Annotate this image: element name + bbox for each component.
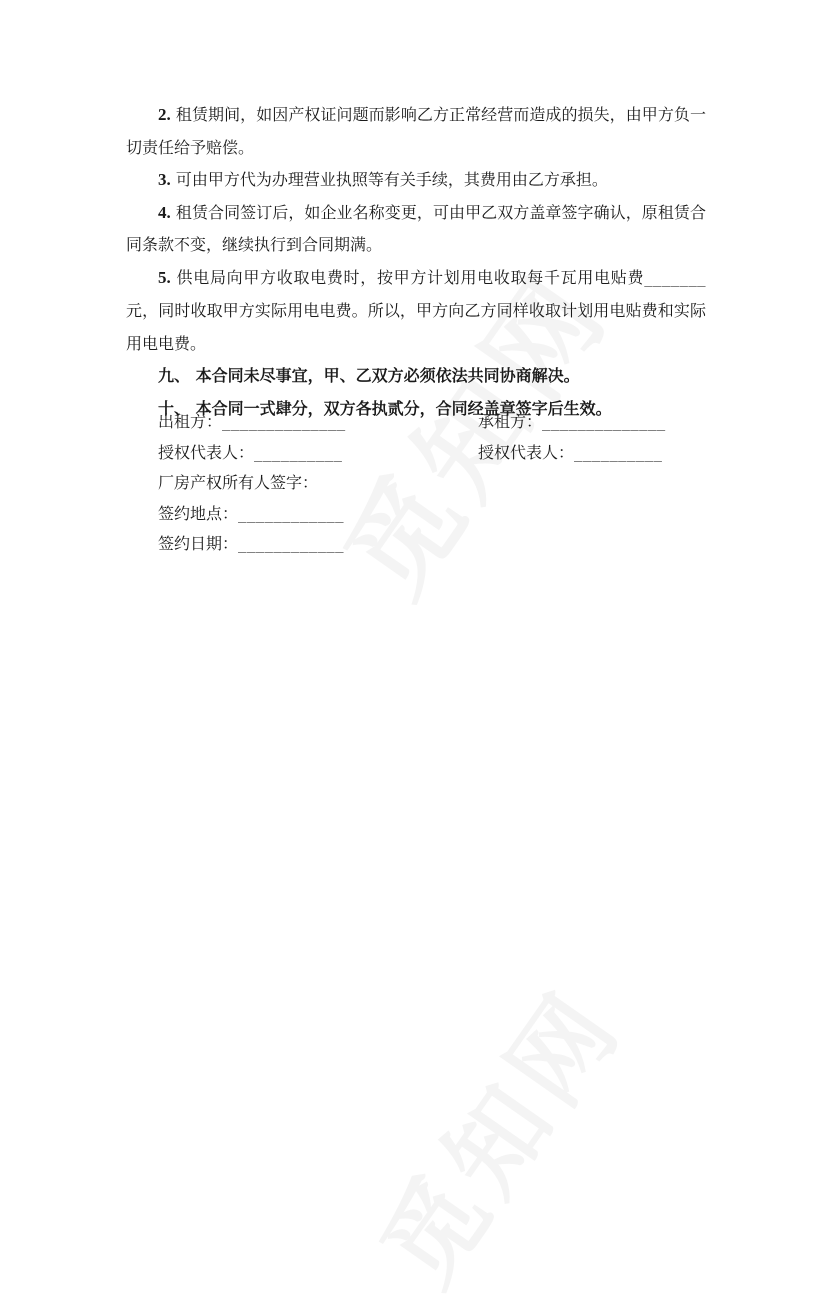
signature-row: [158, 438, 718, 469]
lessee-rep-blank: __________: [574, 445, 663, 462]
clause-4: [126, 197, 706, 262]
fee-blank: _______: [644, 270, 706, 287]
place-field: [158, 499, 478, 530]
signature-row: [158, 468, 718, 499]
lessee-rep-label: 授权代表人：: [478, 442, 575, 462]
signature-row: [158, 499, 718, 530]
date-label: 签约日期：: [158, 534, 239, 553]
article-10: 十、 本合同一式肆分，双方各执贰分，合同经盖章签字后生效。: [158, 398, 612, 418]
lessor-rep-blank: __________: [254, 445, 343, 462]
lessee-field: [478, 407, 666, 438]
owner-field: [158, 468, 478, 499]
signature-row: [158, 529, 718, 560]
lessor-field: [158, 407, 478, 438]
clause-number: 4.: [158, 202, 171, 222]
clause-text: 租赁合同签订后，如企业名称变更，可由甲乙双方盖章签字确认，原租赁合同条款不变，继续执行到合同期满。: [126, 202, 706, 254]
lessor-rep-field: [158, 438, 478, 469]
watermark: [341, 956, 648, 1308]
date-field: [158, 529, 478, 560]
date-blank: ____________: [238, 537, 344, 553]
clause-2: [126, 99, 706, 164]
signature-row: [158, 407, 718, 438]
clause-5: [126, 262, 706, 361]
lessee-rep-field: [478, 438, 662, 469]
owner-label: 厂房产权所有人签字：: [158, 473, 319, 492]
place-label: 签约地点：: [158, 503, 239, 523]
place-blank: ____________: [238, 506, 344, 523]
clause-text: 可由甲方代为办理营业执照等有关手续，其费用由乙方承担。: [170, 170, 608, 189]
contract-body: [126, 99, 706, 425]
clause-number: 5.: [158, 267, 171, 287]
lessor-blank: ______________: [222, 415, 346, 431]
clause-number: 3.: [158, 170, 171, 189]
clause-3: [126, 164, 706, 197]
lessee-label: 承租方：: [478, 412, 543, 431]
clause-number: 2.: [158, 105, 171, 124]
clause-text: 元，同时收取甲方实际用电电费。所以，甲方向乙方同样收取计划用电贴费和实际用电电费。: [126, 301, 706, 353]
lessor-rep-label: 授权代表人：: [158, 442, 255, 462]
clause-text: 供电局向甲方收取电费时，按甲方计划用电收取每千瓦用电贴费: [170, 267, 645, 287]
lessor-label: 出租方：: [158, 412, 223, 431]
lessee-blank: ______________: [542, 415, 666, 431]
clause-text: 租赁期间，如因产权证问题而影响乙方正常经营而造成的损失，由甲方负一切责任给予赔偿。: [126, 105, 706, 157]
signature-block: [158, 407, 718, 560]
article-9: 九、 本合同未尽事宜，甲、乙双方必须依法共同协商解决。: [158, 366, 580, 385]
